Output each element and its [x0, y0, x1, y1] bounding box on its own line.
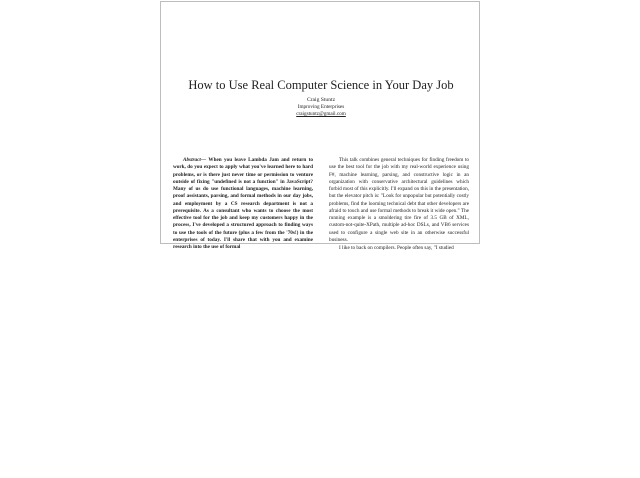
author-affiliation: Improving Enterprises	[297, 104, 345, 110]
paper-page	[160, 1, 480, 251]
abstract-text: When you leave Lambda Jam and return to work, do you expect to apply what you've learned here to hard problems, or is there just never time or permission to venture outside of fixing "undefined is not a function" in JavaScript? Many of us do use functional languages, machine learning, proof assistants, parsing, and formal methods in our day jobs, and employment by a CS research department is not a prerequisite. As a consultant who wants to choose the most effective tool for the job and keep my customers happy in the process, I've developed a structured approach to finding ways to use the tools of the future (plus a few from the '70s!) in the enterprises of today. I'll share that with you and examine research into the use of formal	[173, 157, 314, 250]
abstract-heading: Abstract	[183, 157, 201, 163]
author-email[interactable]: craigstuntz@gmail.com	[296, 111, 346, 117]
body-paragraph-1: This talk combines general techniques for finding freedom to use the best tool for the job with my real-world experience using F#, machine learning, parsing, and constructive logic in an organization with conservative architectural guidelines which forbid most of this explicitly. I'll expand on this in the presentation, but the elevator pitch is: "Look for unpopular but potentially costly problems, find the looming technical debt that other developers are afraid to touch and use formal methods to break it wide open." The running example is a smoldering tire fire of 3.5 GB of XML, custom-not-quite-XPath, multiple ad-hoc DSLs, and VB6 services used to configure a single web site in an otherwise successful business.	[329, 157, 469, 243]
abstract-paragraph: Abstract— When you leave Lambda Jam and return to work, do you expect to apply what you've learned here to hard problems, or is there just never time or permission to venture outside of fixing "undefined is not a function" in JavaScript? Many of us do use functional languages, machine learning, proof assistants, parsing, and formal methods in our day jobs, and employment by a CS research department is not a prerequisite. As a consultant who wants to choose the most effective tool for the job and keep my customers happy in the process, I've developed a structured approach to finding ways to use the tools of the future (plus a few from the '70s!) in the enterprises of today. I'll share that with you and examine research into the use of formal	[173, 157, 314, 250]
body-column	[329, 157, 469, 252]
body-paragraph-2: I like to back on compilers. People often say, "I studied	[339, 245, 454, 251]
abstract-column	[173, 157, 313, 251]
author-name: Craig Stuntz	[306, 97, 336, 103]
paper-title: How to Use Real Computer Science in Your Day Job	[188, 78, 454, 92]
